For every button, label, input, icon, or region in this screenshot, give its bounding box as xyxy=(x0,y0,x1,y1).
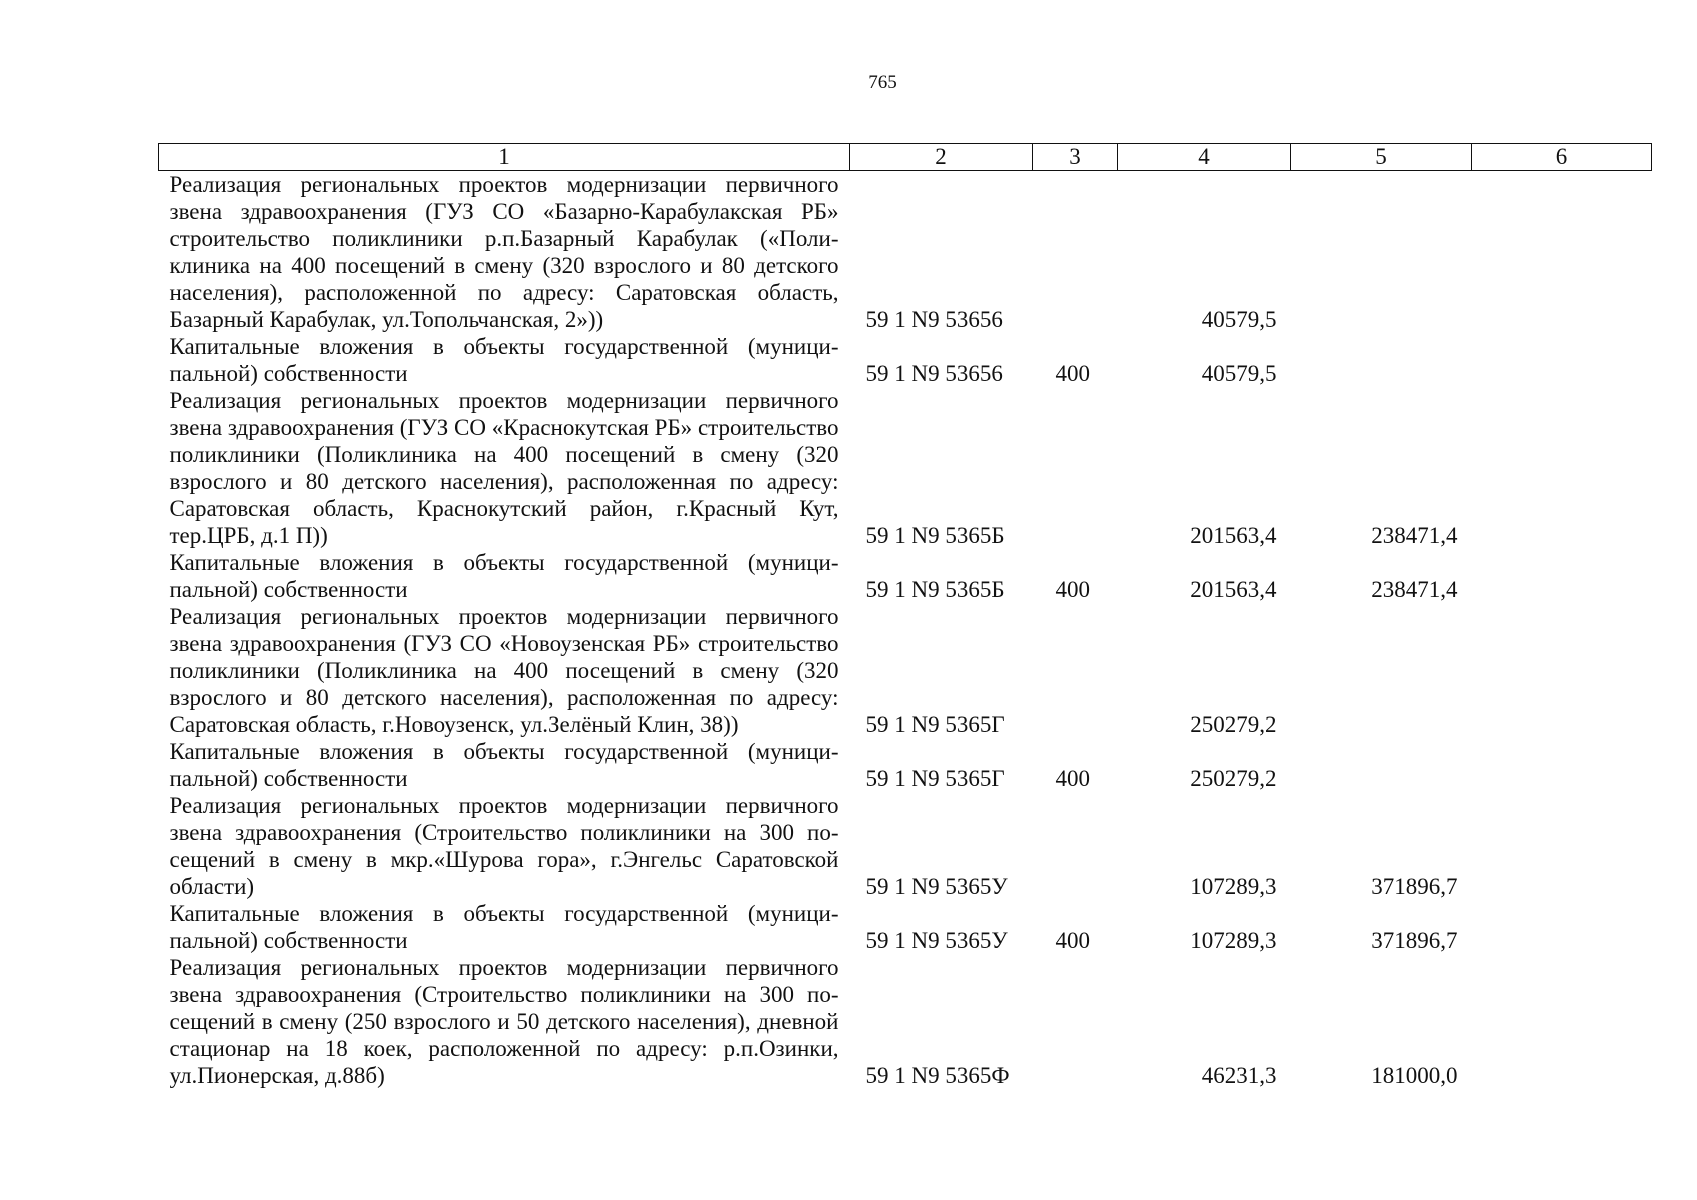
row-code: 59 1 N9 5365Б xyxy=(865,577,1005,602)
row-value-4: 201563,4 xyxy=(1190,577,1277,602)
row-code: 59 1 N9 5365Б xyxy=(865,523,1005,548)
row-value-4: 46231,3 xyxy=(1201,1063,1277,1088)
row-value-5: 371896,7 xyxy=(1371,928,1458,953)
row-name: Реализация региональных проектов модернизации первичного звена здравоохранения (Строительство поликлиники на 300 посещений в смену в мкр.«Шурова гора», г.Энгельс Саратовской области) xyxy=(169,793,839,899)
row-name: Реализация региональных проектов модернизации первичного звена здравоохранения (ГУЗ СО «Краснокутская РБ» строительство поликлиники (Поликлиника на 400 посещений в смену (320 взрослого и 80 детского населения), расположенная по адресу: Саратовская область, Краснокутский район, г.Красный Кут, тер.ЦРБ, д.1 П)) xyxy=(169,388,839,548)
row-type xyxy=(1033,603,1118,738)
row-value-5 xyxy=(1291,333,1472,387)
row-name: Капитальные вложения в объекты государственной (муниципальной) собственности xyxy=(169,739,839,791)
row-value-4: 40579,5 xyxy=(1201,361,1277,386)
row-value-6 xyxy=(1472,603,1652,738)
table-row xyxy=(159,171,1652,334)
row-value-4: 250279,2 xyxy=(1190,712,1277,737)
row-value-6 xyxy=(1472,171,1652,334)
row-type xyxy=(1033,954,1118,1089)
row-type: 400 xyxy=(1055,577,1090,602)
row-type xyxy=(1033,792,1118,900)
row-code: 59 1 N9 5365У xyxy=(865,928,1008,953)
header-col-2: 2 xyxy=(850,144,1033,171)
table-row xyxy=(159,954,1652,1089)
row-name: Реализация региональных проектов модернизации первичного звена здравоохранения (ГУЗ СО «Базарно-Карабулакская РБ» строительство поликлиники р.п.Базарный Карабулак («Поликлиника на 400 посещений в смену (320 взрослого и 80 детского населения), расположенной по адресу: Саратовская область, Базарный Карабулак, ул.Топольчанская, 2»)) xyxy=(169,172,839,332)
header-col-4: 4 xyxy=(1118,144,1291,171)
budget-table xyxy=(158,143,1652,1089)
table-row xyxy=(159,792,1652,900)
row-type: 400 xyxy=(1055,361,1090,386)
row-value-5 xyxy=(1291,603,1472,738)
header-row xyxy=(159,144,1652,171)
table-row xyxy=(159,333,1652,387)
row-value-6 xyxy=(1472,387,1652,549)
table-row xyxy=(159,738,1652,792)
row-value-5 xyxy=(1291,171,1472,334)
table-row xyxy=(159,387,1652,549)
header-col-3: 3 xyxy=(1033,144,1118,171)
page-number: 765 xyxy=(868,72,897,93)
row-value-6 xyxy=(1472,792,1652,900)
table-row xyxy=(159,603,1652,738)
row-value-5: 238471,4 xyxy=(1371,523,1458,548)
row-name: Реализация региональных проектов модернизации первичного звена здравоохранения (ГУЗ СО «Новоузенская РБ» строительство поликлиники (Поликлиника на 400 посещений в смену (320 взрослого и 80 детского населения), расположенная по адресу: Саратовская область, г.Новоузенск, ул.Зелёный Клин, 38)) xyxy=(169,604,839,737)
row-code: 59 1 N9 5365Г xyxy=(865,712,1005,737)
row-code: 59 1 N9 53656 xyxy=(865,361,1003,386)
header-col-5: 5 xyxy=(1291,144,1472,171)
row-type: 400 xyxy=(1055,766,1090,791)
row-value-6 xyxy=(1472,954,1652,1089)
row-code: 59 1 N9 5365Г xyxy=(865,766,1005,791)
row-name: Капитальные вложения в объекты государственной (муниципальной) собственности xyxy=(169,550,839,602)
row-code: 59 1 N9 5365Ф xyxy=(865,1063,1010,1088)
row-value-5: 238471,4 xyxy=(1371,577,1458,602)
row-value-6 xyxy=(1472,900,1652,954)
row-value-5: 181000,0 xyxy=(1371,1063,1458,1088)
row-value-4: 201563,4 xyxy=(1190,523,1277,548)
row-value-4: 40579,5 xyxy=(1201,307,1277,332)
row-type: 400 xyxy=(1055,928,1090,953)
header-col-6: 6 xyxy=(1472,144,1652,171)
row-code: 59 1 N9 5365У xyxy=(865,874,1008,899)
row-value-4: 107289,3 xyxy=(1190,928,1277,953)
row-name: Капитальные вложения в объекты государственной (муниципальной) собственности xyxy=(169,901,839,953)
header-col-1: 1 xyxy=(159,144,850,171)
table-row xyxy=(159,549,1652,603)
row-value-6 xyxy=(1472,738,1652,792)
table-row xyxy=(159,900,1652,954)
row-value-6 xyxy=(1472,333,1652,387)
row-value-4: 107289,3 xyxy=(1190,874,1277,899)
row-name: Капитальные вложения в объекты государственной (муниципальной) собственности xyxy=(169,334,839,386)
row-name: Реализация региональных проектов модернизации первичного звена здравоохранения (Строительство поликлиники на 300 посещений в смену (250 взрослого и 50 детского населения), дневной стационар на 18 коек, расположенной по адресу: р.п.Озинки, ул.Пионерская, д.88б) xyxy=(169,955,839,1088)
row-value-5 xyxy=(1291,738,1472,792)
row-value-6 xyxy=(1472,549,1652,603)
row-code: 59 1 N9 53656 xyxy=(865,307,1003,332)
row-value-5: 371896,7 xyxy=(1371,874,1458,899)
row-type xyxy=(1033,171,1118,334)
row-value-4: 250279,2 xyxy=(1190,766,1277,791)
row-type xyxy=(1033,387,1118,549)
